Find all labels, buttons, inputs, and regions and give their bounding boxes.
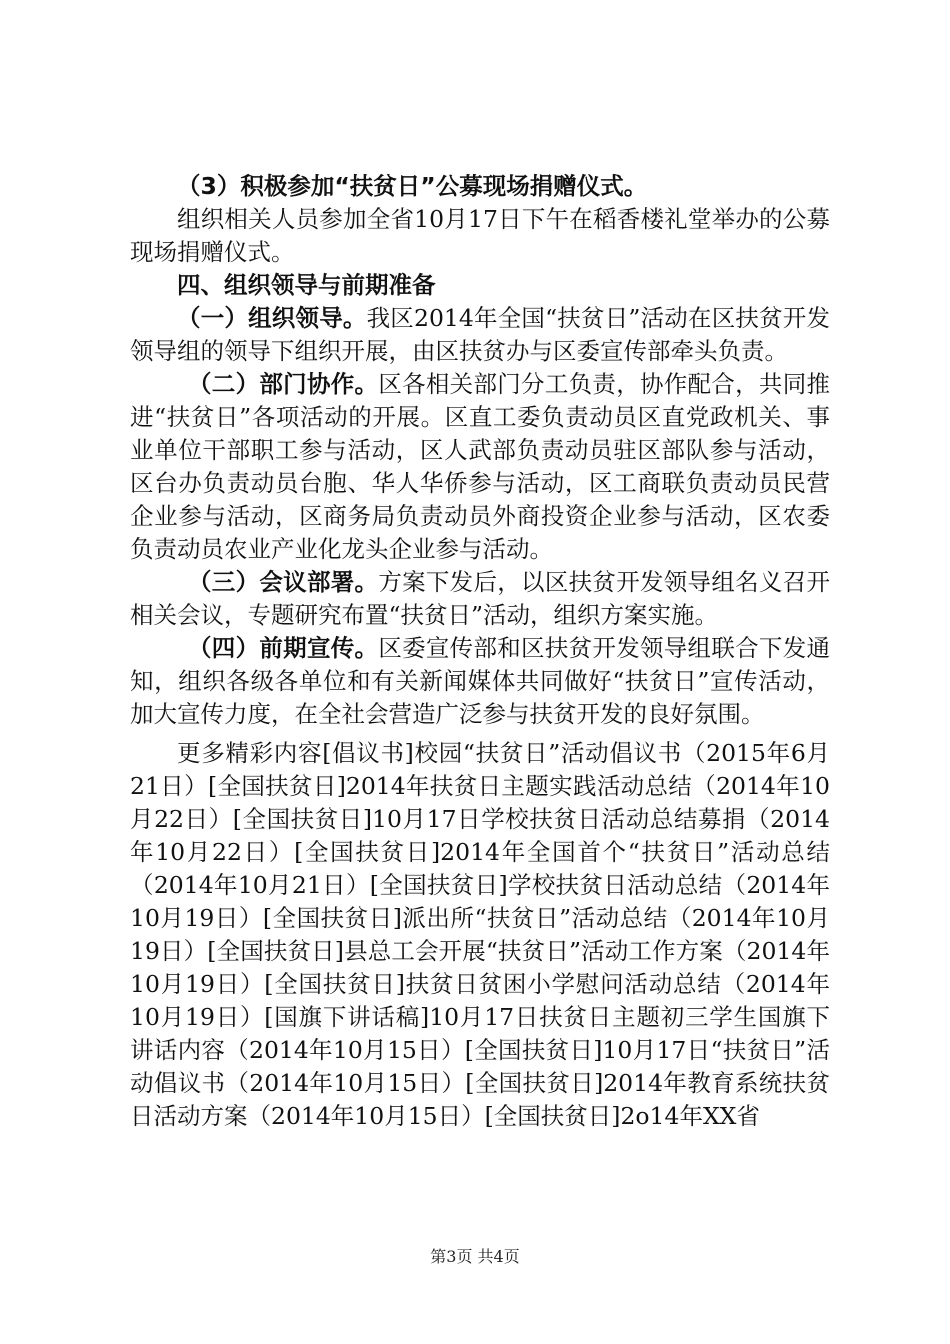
page-footer: 第3页 共4页 (430, 1247, 520, 1266)
sub1-title: （一）组织领导。 (177, 304, 367, 332)
sub3-body: 方案下发后，以区扶贫开发领导组名义召开相关会议，专题研究布置“扶贫日”活动，组织方案实施。 (130, 568, 831, 629)
more-content-paragraph: 更多精彩内容[倡议书]校园“扶贫日”活动倡议书（2015年6月21日）[全国扶贫日]2014年扶贫日主题实践活动总结（2014年10月22日）[全国扶贫日]10月17日学校扶贫日活动总结募捐（2014年10月22日）[全国扶贫日]2014年全国首个“扶贫日”活动总结（2014年10月21日）[全国扶贫日]学校扶贫日活动总结（2014年10月19日）[全国扶贫日]派出所“扶贫日”活动总结（2014年10月19日）[全国扶贫日]县总工会开展“扶贫日”活动工作方案（2014年10月19日）[全国扶贫日]扶贫日贫困小学慰问活动总结（2014年10月19日）[国旗下讲话稿]10月17日扶贫日主题初三学生国旗下讲话内容（2014年10月15日）[全国扶贫日]10月17日“扶贫日”活动倡议书（2014年10月15日）[全国扶贫日]2014年教育系统扶贫日活动方案（2014年10月15日）[全国扶贫日]2o14年XX省 (130, 739, 830, 1130)
item3-body: 组织相关人员参加全省10月17日下午在稻香楼礼堂举办的公募现场捐赠仪式。 (130, 205, 830, 266)
sub1-body: 我区2014年全国“扶贫日”活动在区扶贫开发领导组的领导下组织开展，由区扶贫办与区委宣传部牵头负责。 (130, 304, 830, 365)
sub4-title: （四）前期宣传。 (188, 634, 379, 662)
sub2-body: 区各相关部门分工负责，协作配合，共同推进“扶贫日”各项活动的开展。区直工委负责动员区直党政机关、事业单位干部职工参与活动，区人武部负责动员驻区部队参与活动，区台办负责动员台胞、华人华侨参与活动，区工商联负责动员民营企业参与活动，区商务局负责动员外商投资企业参与活动，区农委负责动员农业产业化龙头企业参与活动。 (130, 370, 831, 563)
sub4-body: 区委宣传部和区扶贫开发领导组联合下发通知，组织各级各单位和有关新闻媒体共同做好“扶贫日”宣传活动，加大宣传力度，在全社会营造广泛参与扶贫开发的良好氛围。 (130, 634, 831, 728)
sub3-paragraph (130, 566, 830, 632)
sub2-paragraph (130, 368, 830, 566)
sub2-title: （二）部门协作。 (188, 370, 379, 398)
section4-title: 四、组织领导与前期准备 (177, 271, 436, 299)
sub3-title: （三）会议部署。 (188, 568, 379, 596)
item3-title: （3）积极参加“扶贫日”公募现场捐赠仪式。 (177, 172, 648, 200)
sub1-paragraph (130, 302, 830, 368)
document-body (130, 170, 830, 1133)
sub4-paragraph (130, 632, 830, 731)
